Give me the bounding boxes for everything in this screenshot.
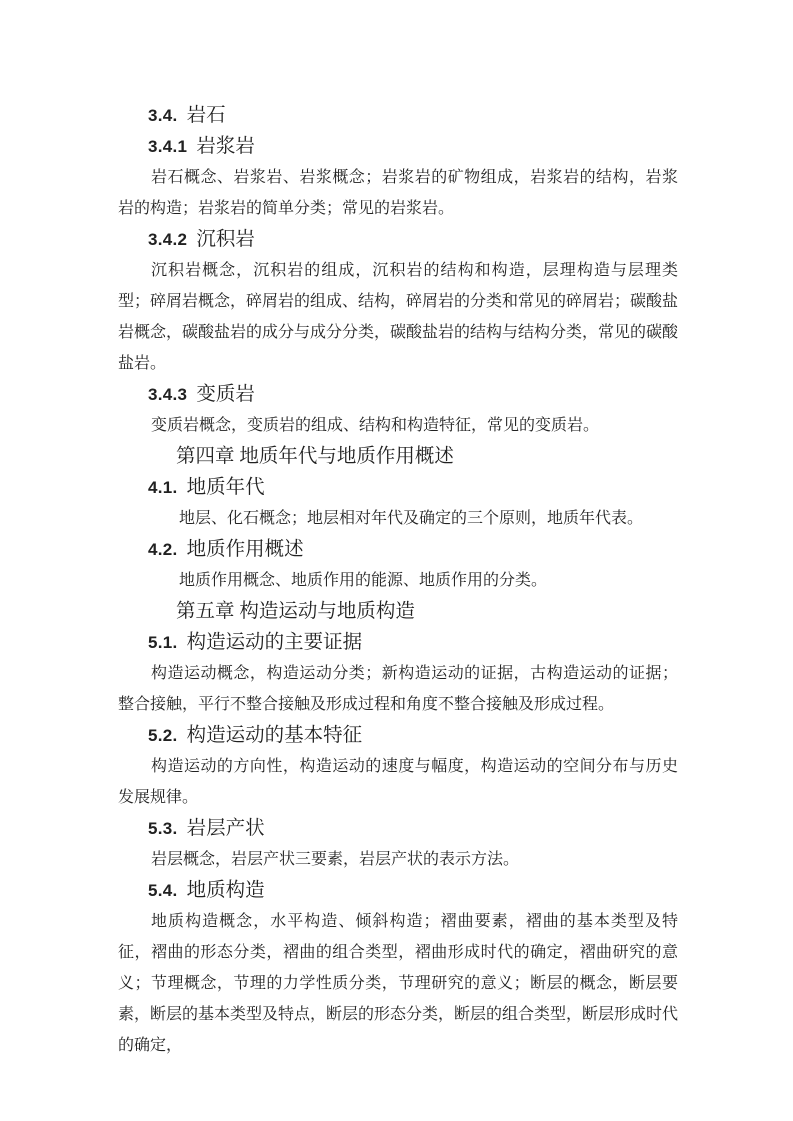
heading-title: 地质作用概述 (186, 539, 304, 560)
para-tectonic-evidence: 构造运动概念，构造运动分类；新构造运动的证据，古构造运动的证据；整合接触，平行不整合接触及形成过程和角度不整合接触及形成过程。 (118, 665, 678, 713)
heading-4-2 (118, 534, 678, 565)
heading-number: 3.4.2 (148, 230, 188, 249)
heading-title: 沉积岩 (196, 229, 255, 250)
heading-3-4-3 (118, 379, 678, 410)
heading-number: 3.4. (148, 106, 178, 125)
para-geologic-structures: 地质构造概念，水平构造、倾斜构造；褶曲要素，褶曲的基本类型及特征，褶曲的形态分类，褶曲的组合类型，褶曲形成时代的确定，褶曲研究的意义；节理概念，节理的力学性质分类，节理研究的意义；断层的概念，断层要素，断层的基本类型及特点，断层的形态分类，断层的组合类型，断层形成时代的确定， (118, 913, 679, 1054)
heading-4-1 (118, 472, 678, 503)
heading-title: 岩浆岩 (196, 136, 255, 157)
para-strata-attitude: 岩层概念，岩层产状三要素，岩层产状的表示方法。 (151, 851, 520, 868)
para-geologic-processes: 地质作用概念、地质作用的能源、地质作用的分类。 (179, 572, 548, 589)
heading-number: 5.2. (148, 726, 178, 745)
chapter-heading-5: 第五章 构造运动与地质构造 (176, 601, 415, 622)
heading-title: 岩层产状 (186, 818, 265, 839)
heading-number: 5.4. (148, 881, 178, 900)
para-geologic-time: 地层、化石概念；地层相对年代及确定的三个原则，地质年代表。 (179, 510, 644, 527)
heading-number: 3.4.1 (148, 137, 188, 156)
heading-title: 变质岩 (196, 384, 255, 405)
heading-title: 岩石 (186, 105, 226, 126)
heading-title: 构造运动的基本特征 (186, 725, 363, 746)
heading-number: 4.1. (148, 478, 178, 497)
heading-3-4-1 (118, 131, 678, 162)
heading-3-4 (118, 100, 678, 131)
heading-5-2 (118, 720, 678, 751)
heading-number: 5.3. (148, 819, 178, 838)
heading-title: 地质构造 (186, 880, 265, 901)
heading-number: 5.1. (148, 633, 178, 652)
para-metamorphic-rocks: 变质岩概念，变质岩的组成、结构和构造特征，常见的变质岩。 (151, 417, 600, 434)
heading-3-4-2 (118, 224, 678, 255)
heading-5-4 (118, 875, 678, 906)
para-sedimentary-rocks: 沉积岩概念，沉积岩的组成，沉积岩的结构和构造，层理构造与层理类型；碎屑岩概念，碎屑岩的组成、结构，碎屑岩的分类和常见的碎屑岩；碳酸盐岩概念，碳酸盐岩的成分与成分分类，碳酸盐岩的结构与结构分类，常见的碳酸盐岩。 (118, 262, 679, 372)
heading-title: 构造运动的主要证据 (186, 632, 363, 653)
para-igneous-rocks: 岩石概念、岩浆岩、岩浆概念；岩浆岩的矿物组成，岩浆岩的结构，岩浆岩的构造；岩浆岩的简单分类；常见的岩浆岩。 (118, 169, 678, 217)
chapter-heading-4: 第四章 地质年代与地质作用概述 (176, 446, 454, 467)
heading-5-1 (118, 627, 678, 658)
heading-number: 3.4.3 (148, 385, 188, 404)
heading-5-3 (118, 813, 678, 844)
heading-title: 地质年代 (186, 477, 265, 498)
para-tectonic-features: 构造运动的方向性，构造运动的速度与幅度，构造运动的空间分布与历史发展规律。 (118, 758, 678, 806)
heading-number: 4.2. (148, 540, 178, 559)
